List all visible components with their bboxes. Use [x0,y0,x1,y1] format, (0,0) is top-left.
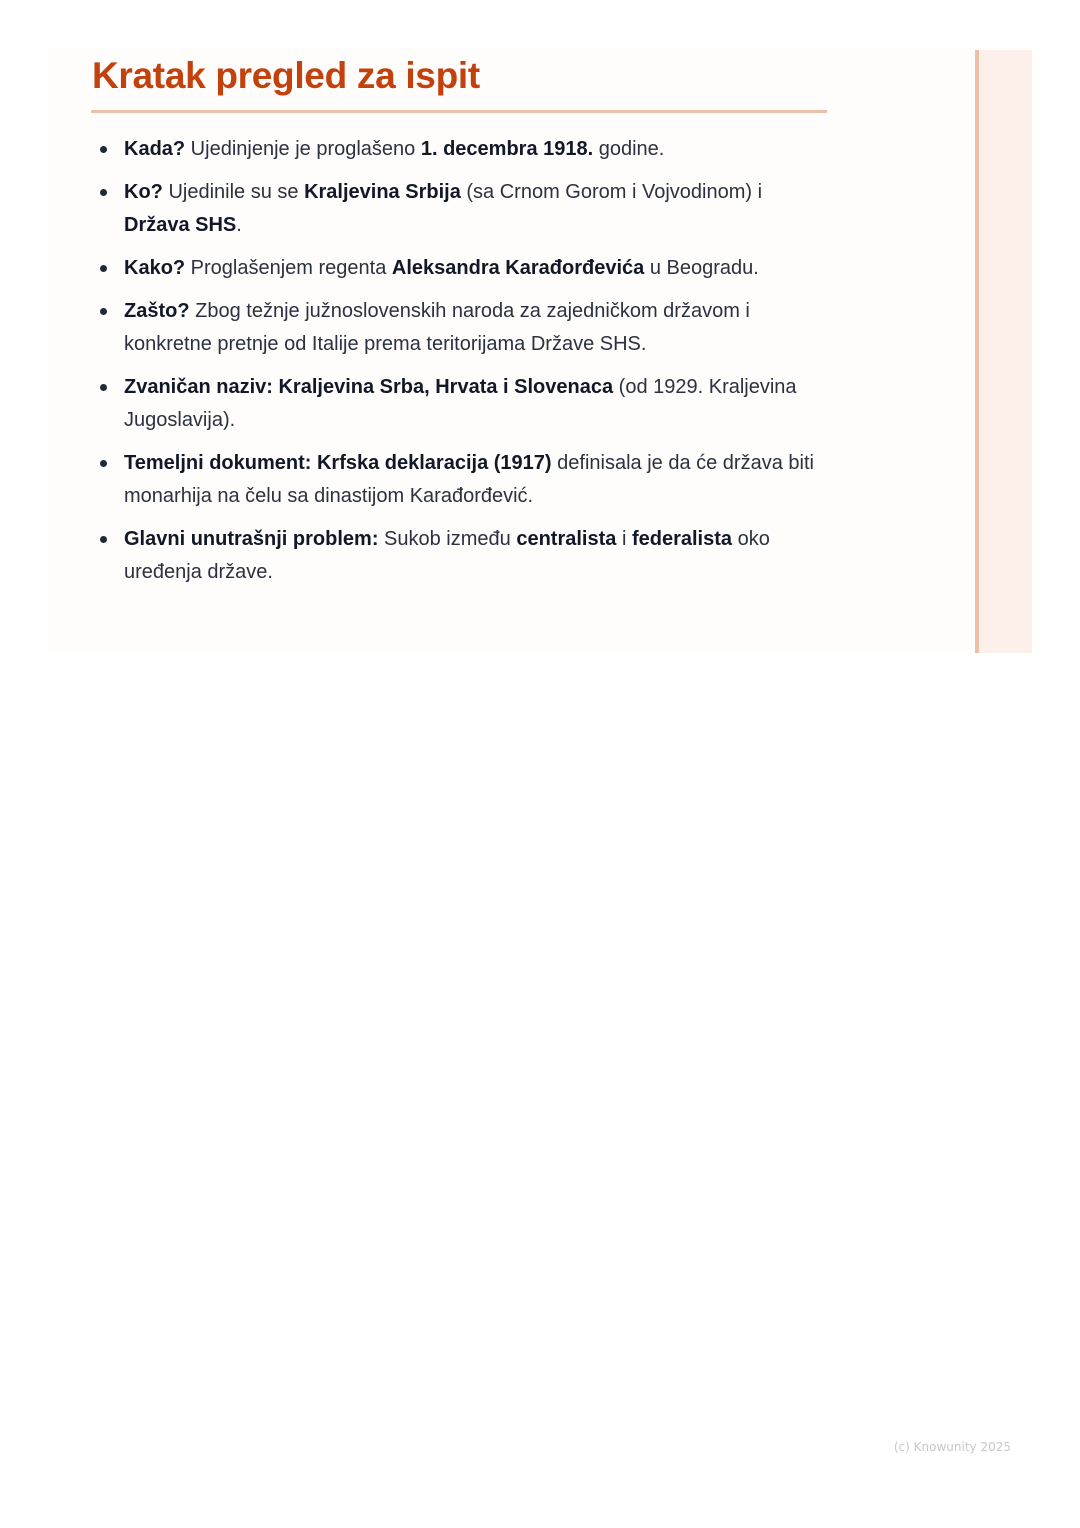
list-item-kako [92,252,832,285]
copyright-footer: (c) Knowunity 2025 [893,1440,1011,1454]
list-item-kada [92,133,832,166]
bold-text: Kraljevina Srbija [304,181,461,203]
bold-text: Glavni unutrašnji problem: [124,528,379,550]
side-band [975,50,1032,653]
bullet-icon [100,308,107,315]
text: Sukob između [378,528,517,550]
text: (sa Crnom Gorom i Vojvodinom) i [460,181,763,203]
list-item-problem [92,523,832,589]
bold-text: Kada? [124,138,186,160]
bullet-icon [100,146,107,153]
summary-list [92,133,832,599]
bold-text: Država SHS [124,214,237,236]
list-item-ko [92,176,832,242]
bold-text: federalista [631,528,733,550]
bold-text: Aleksandra Karađorđevića [391,257,645,279]
text: u Beogradu. [644,257,759,279]
text: Zbog težnje južnoslovenskih naroda za zajedničkom državom i konkretne pretnje od Italije prema teritorijama Države SHS. [124,300,750,355]
bold-text: 1. decembra 1918. [420,138,594,160]
bullet-icon [100,265,107,272]
title-underline [91,110,827,113]
bullet-icon [100,384,107,391]
text: (od 1929. Kraljevina Jugoslavija). [124,376,797,431]
list-item-naziv [92,371,832,437]
bold-text: centralista [516,528,617,550]
bullet-icon [100,189,107,196]
bullet-icon [100,460,107,467]
bold-text: Ko? [124,181,163,203]
bold-text: Kako? [124,257,186,279]
text: i [616,528,632,550]
bold-text: Zašto? [124,300,190,322]
list-item-dokument [92,447,832,513]
text: godine. [593,138,665,160]
section-title: Kratak pregled za ispit [92,55,480,96]
bullet-icon [100,536,107,543]
text: Ujedinile su se [162,181,305,203]
text: Proglašenjem regenta [185,257,392,279]
bold-text: Temeljni dokument: Krfska deklaracija (1917) [124,452,552,474]
side-band-border [975,50,979,653]
list-item-zasto [92,295,832,361]
text: Ujedinjenje je proglašeno [185,138,421,160]
text: . [236,214,242,236]
text: oko uređenja države. [124,528,770,583]
text: definisala je da će država biti monarhija na čelu sa dinastijom Karađorđević. [124,452,814,507]
bold-text: Zvaničan naziv: Kraljevina Srba, Hrvata i Slovenaca [124,376,614,398]
